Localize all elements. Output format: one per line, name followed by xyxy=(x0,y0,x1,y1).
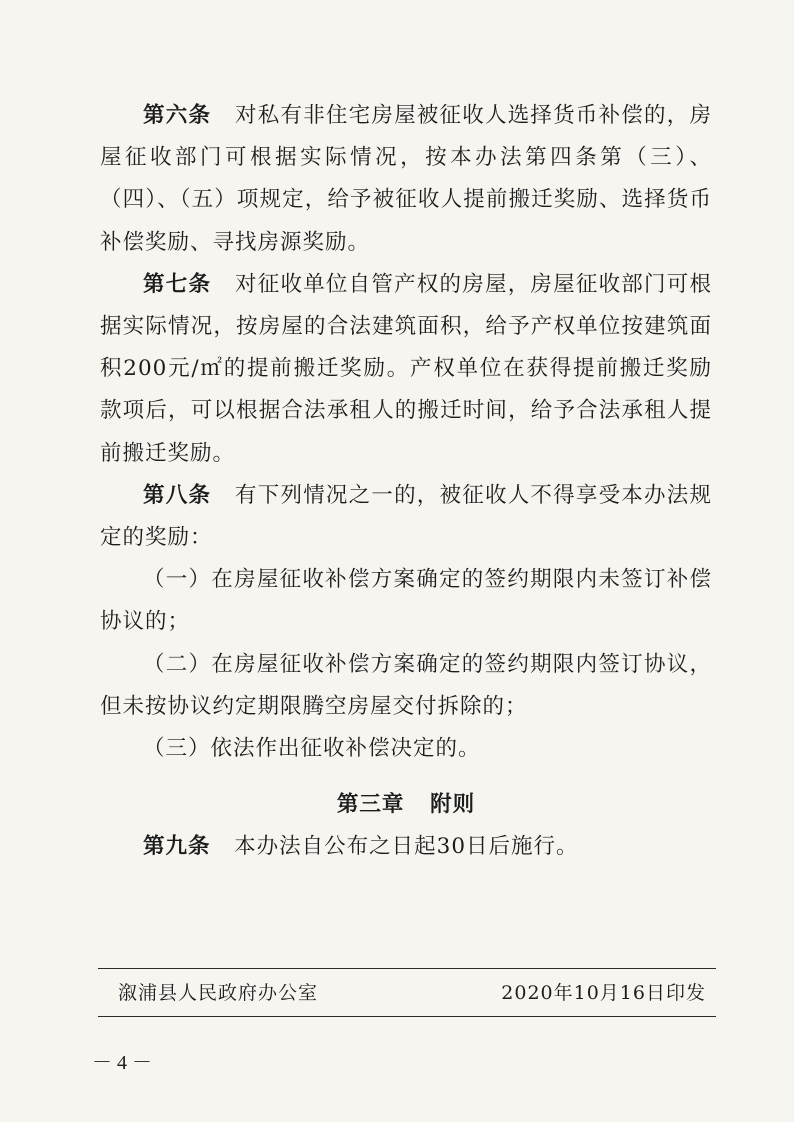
article-9 xyxy=(100,826,712,868)
article-6 xyxy=(100,95,712,264)
article-7 xyxy=(100,264,712,475)
list-item-3: （三）依法作出征收补偿决定的。 xyxy=(143,736,481,762)
article-text: 有下列情况之一的，被征收人不得享受本办法规定的奖励： xyxy=(100,482,712,551)
footer-rule-bottom xyxy=(98,1016,716,1017)
article-heading: 第八条 xyxy=(143,482,212,508)
list-item-1: （一）在房屋征收补偿方案确定的签约期限内未签订补偿协议的； xyxy=(100,567,712,635)
article-text: 本办法自公布之日起30日后施行。 xyxy=(234,834,579,860)
chapter-title: 附则 xyxy=(430,792,476,818)
article-heading: 第七条 xyxy=(143,271,212,297)
page-number: － 4 － xyxy=(92,1052,152,1074)
article-heading: 第六条 xyxy=(143,103,212,128)
footer-date: 2020年10月16日印发 xyxy=(501,982,706,1004)
footer-issuer: 溆浦县人民政府办公室 xyxy=(118,982,319,1004)
article-text: 对私有非住宅房屋被征收人选择货币补偿的，房屋征收部门可根据实际情况，按本办法第四条第（三）、（四）、（五）项规定，给予被征收人提前搬迁奖励、选择货币补偿奖励、寻找房源奖励。 xyxy=(100,103,712,255)
article-8 xyxy=(100,475,712,559)
article-text: 对征收单位自管产权的房屋，房屋征收部门可根据实际情况，按房屋的合法建筑面积，给予产权单位按建筑面积200元/㎡的提前搬迁奖励。产权单位在获得提前搬迁奖励款项后，可以根据合法承租人的搬迁时间，给予合法承租人提前搬迁奖励。 xyxy=(100,271,712,466)
chapter-number: 第三章 xyxy=(336,792,405,818)
list-item-2: （二）在房屋征收补偿方案确定的签约期限内签订协议，但未按协议约定期限腾空房屋交付拆除的； xyxy=(100,651,712,719)
document-body xyxy=(100,95,712,869)
article-heading: 第九条 xyxy=(143,834,211,860)
footer-rule-top xyxy=(98,968,716,969)
chapter-heading xyxy=(100,784,712,826)
